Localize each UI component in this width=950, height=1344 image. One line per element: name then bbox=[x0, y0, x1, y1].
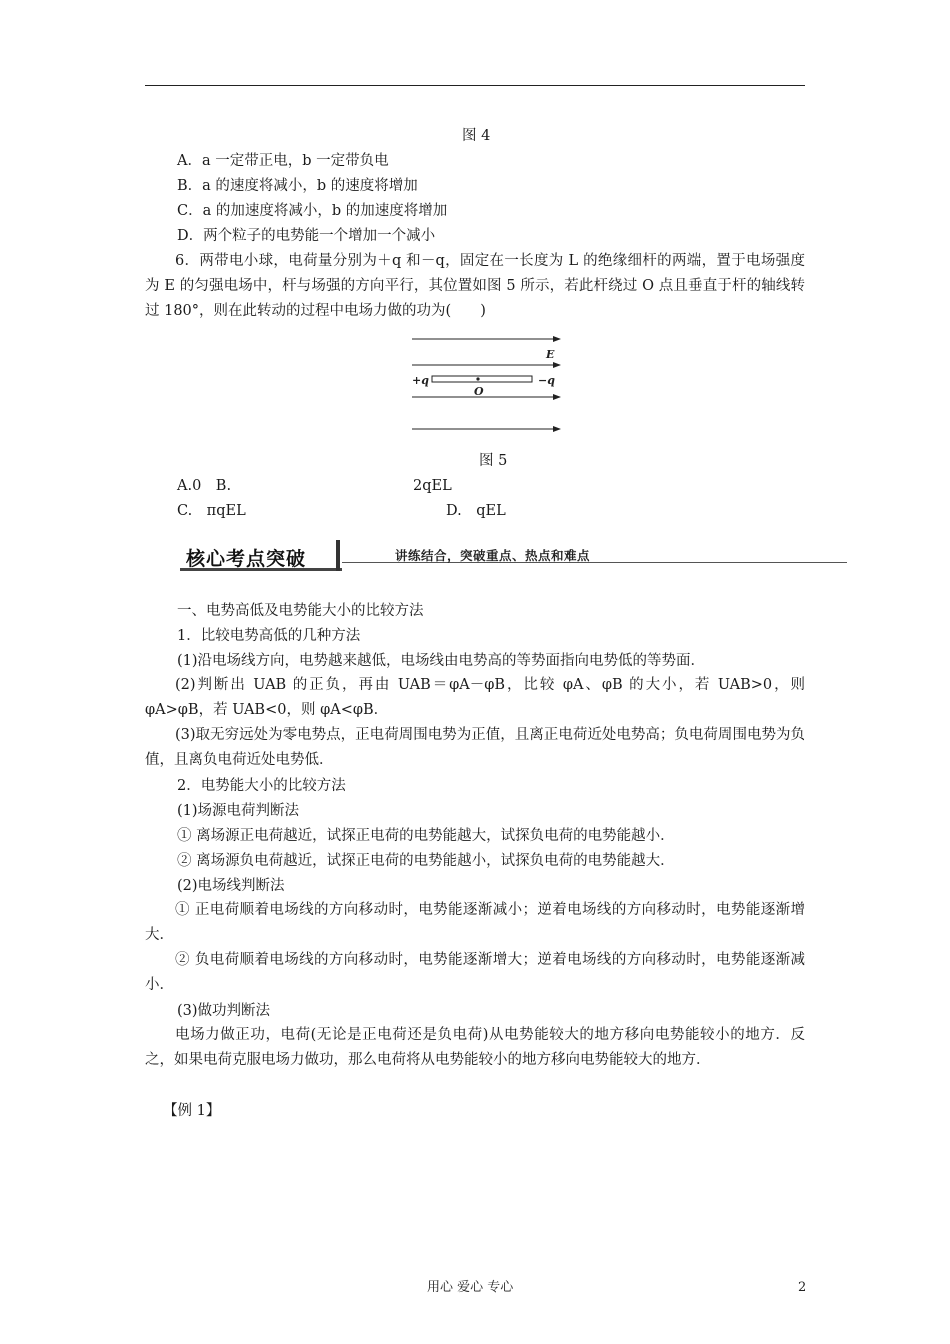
insulating-rod bbox=[432, 376, 532, 382]
section-heading: 一、电势高低及电势能大小的比较方法 bbox=[177, 603, 424, 619]
q5-option-b: B．a 的速度将减小，b 的速度将增加 bbox=[177, 178, 418, 194]
paragraph-1: (1)沿电场线方向，电势越来越低，电场线由电势高的等势面指向电势低的等势面． bbox=[177, 653, 706, 669]
banner-subtitle: 讲练结合，突破重点、热点和难点 bbox=[395, 548, 591, 563]
fig5-diagram bbox=[410, 334, 565, 438]
method-2b: ② 负电荷顺着电场线的方向移动时，电势能逐渐增大；逆着电场线的方向移动时，电势能逐渐减小． bbox=[145, 952, 805, 993]
subheading-1: 1．比较电势高低的几种方法 bbox=[177, 628, 361, 644]
q6-option-b-value: 2qEL bbox=[413, 478, 452, 494]
q5-option-d: D．两个粒子的电势能一个增加一个减小 bbox=[177, 228, 436, 244]
method-2: (2)电场线判断法 bbox=[177, 878, 285, 894]
page-number: 2 bbox=[798, 1280, 807, 1295]
q5-option-a: A．a 一定带正电，b 一定带负电 bbox=[177, 153, 389, 169]
q6-option-ab: A.0 B. bbox=[177, 478, 232, 494]
method-2a: ① 正电荷顺着电场线的方向移动时，电势能逐渐减小；逆着电场线的方向移动时，电势能逐渐增大． bbox=[145, 902, 805, 943]
pivot-point bbox=[476, 377, 479, 380]
subheading-2: 2．电势能大小的比较方法 bbox=[177, 778, 346, 794]
q6-option-c: C. πqEL bbox=[177, 503, 246, 519]
footer-center: 用心 爱心 专心 bbox=[427, 1280, 514, 1295]
q6-option-d: D. qEL bbox=[446, 503, 506, 519]
method-1b: ② 离场源负电荷越近，试探正电荷的电势能越小，试探负电荷的电势能越大． bbox=[177, 853, 675, 869]
method-1a: ① 离场源正电荷越近，试探正电荷的电势能越大，试探负电荷的电势能越小． bbox=[177, 828, 675, 844]
paragraph-2: (2)判断出 UAB 的正负，再由 UAB＝φA－φB，比较 φA、φB 的大小，若 UAB>0，则 φA>φB，若 UAB<0，则 φA<φB． bbox=[145, 677, 805, 718]
method-3: (3)做功判断法 bbox=[177, 1003, 271, 1019]
pivot-label: O bbox=[474, 385, 484, 398]
left-charge-label: +q bbox=[412, 374, 429, 387]
q5-option-c: C．a 的加速度将减小，b 的加速度将增加 bbox=[177, 203, 448, 219]
paragraph-3: (3)取无穷远处为零电势点，正电荷周围电势为正值，且离正电荷近处电势高；负电荷周围电势为负值，且离负电荷近处电势低． bbox=[145, 727, 805, 768]
header-rule bbox=[145, 85, 805, 86]
right-charge-label: −q bbox=[538, 374, 555, 387]
field-label: E bbox=[546, 348, 555, 361]
method-1: (1)场源电荷判断法 bbox=[177, 803, 300, 819]
banner-title: 核心考点突破 bbox=[186, 548, 307, 570]
q6-text: 6．两带电小球，电荷量分别为＋q 和－q，固定在一长度为 L 的绝缘细杆的两端，置于电场强度为 E 的匀强电场中，杆与场强的方向平行，其位置如图 5 所示，若此杆绕过 O 点且垂直于杆的轴线转过 180°，则在此转动的过程中电场力做的功为( ) bbox=[145, 253, 805, 319]
fig5-caption: 图 5 bbox=[479, 453, 508, 469]
fig4-caption: 图 4 bbox=[462, 128, 491, 144]
example-label: 【例 1】 bbox=[163, 1103, 221, 1119]
method-3-text: 电场力做正功，电荷(无论是正电荷还是负电荷)从电势能较大的地方移向电势能较小的地方．反之，如果电荷克服电场力做功，那么电荷将从电势能较小的地方移向电势能较大的地方． bbox=[145, 1027, 805, 1068]
